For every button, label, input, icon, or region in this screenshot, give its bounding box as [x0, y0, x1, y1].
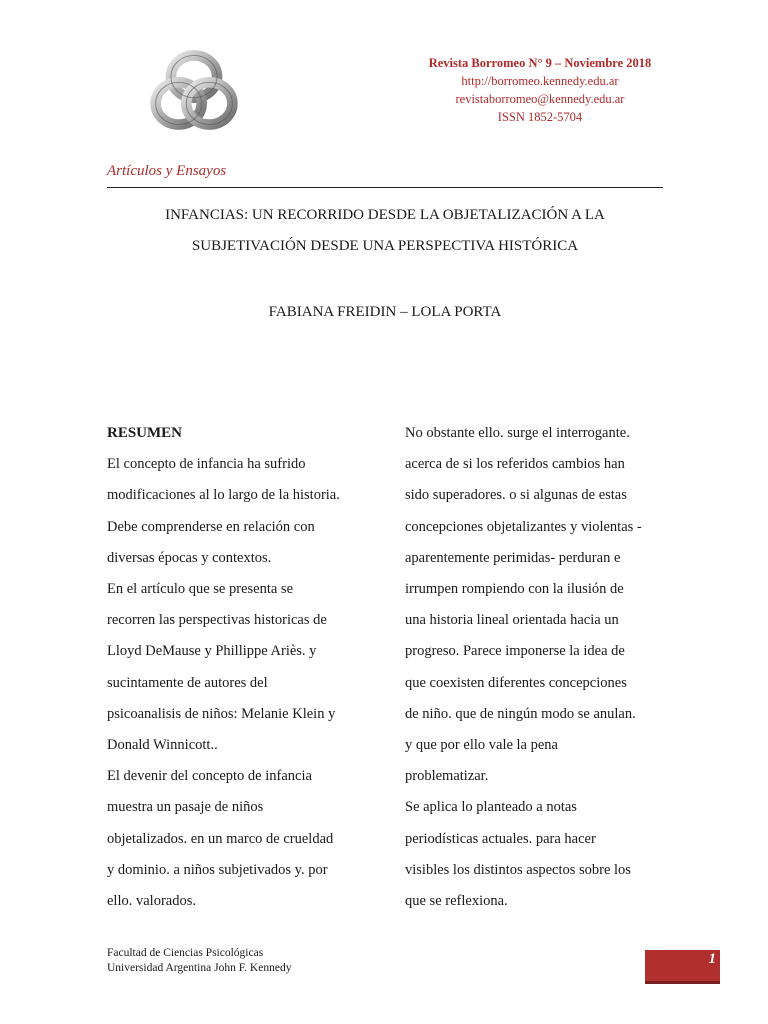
article-title-line-1: INFANCIAS: UN RECORRIDO DESDE LA OBJETALIZACIÓN A LA	[165, 207, 605, 223]
abstract-right-column	[405, 418, 675, 917]
text-line: Debe comprenderse en relación con	[107, 518, 315, 535]
abstract-left-column	[107, 418, 377, 917]
text-line: de niño. que de ningún modo se anulan.	[405, 705, 636, 722]
text-line: En el artículo que se presenta se	[107, 581, 294, 598]
footer-faculty: Facultad de Ciencias Psicológicas	[107, 947, 264, 959]
text-line: problematizar.	[405, 768, 489, 785]
text-line: sido superadores. o si algunas de estas	[405, 487, 627, 504]
text-line: Lloyd DeMause y Phillippe Ariès. y	[107, 643, 317, 660]
text-line: irrumpen rompiendo con la ilusión de	[405, 581, 624, 598]
text-line: visibles los distintos aspectos sobre los	[405, 861, 631, 878]
journal-url-link[interactable]: http://borromeo.kennedy.edu.ar	[461, 74, 619, 88]
text-line: Donald Winnicott..	[107, 737, 218, 754]
article-title	[107, 200, 663, 262]
text-line: y que por ello vale la pena	[405, 737, 558, 754]
text-line: ello. valorados.	[107, 893, 196, 910]
text-line: El devenir del concepto de infancia	[107, 768, 312, 785]
text-line: diversas épocas y contextos.	[107, 549, 272, 566]
text-line: muestra un pasaje de niños	[107, 799, 264, 816]
page-number: 1	[708, 951, 716, 967]
article-title-line-2: SUBJETIVACIÓN DESDE UNA PERSPECTIVA HISTÓRICA	[191, 238, 579, 254]
text-line: sucintamente de autores del	[107, 674, 268, 691]
text-line: modificaciones al lo largo de la historia.	[107, 487, 340, 504]
section-divider	[107, 187, 663, 188]
text-line: que se reflexiona.	[405, 893, 508, 910]
section-title: Artículos y Ensayos	[107, 163, 227, 179]
text-line: psicoanalisis de niños: Melanie Klein y	[107, 705, 336, 722]
text-line: y dominio. a niños subjetivados y. por	[107, 861, 328, 878]
journal-name: Revista Borromeo N° 9 – Noviembre 2018	[428, 56, 652, 70]
journal-email-link[interactable]: revistaborromeo@kennedy.edu.ar	[455, 92, 625, 106]
text-line: periodísticas actuales. para hacer	[405, 830, 596, 847]
borromean-knot-logo-icon	[146, 42, 242, 138]
journal-issn: ISSN 1852-5704	[497, 110, 583, 124]
text-line: El concepto de infancia ha sufrido	[107, 456, 306, 473]
text-line: que coexisten diferentes concepciones	[405, 674, 627, 691]
text-line: progreso. Parece imponerse la idea de	[405, 643, 625, 660]
article-authors: FABIANA FREIDIN – LOLA PORTA	[268, 304, 502, 320]
text-line: objetalizados. en un marco de crueldad	[107, 830, 334, 847]
text-line: No obstante ello. surge el interrogante.	[405, 425, 630, 441]
page-number-box	[645, 950, 720, 984]
abstract-heading: RESUMEN	[107, 425, 183, 441]
text-line: Se aplica lo planteado a notas	[405, 799, 577, 816]
text-line: acerca de si los referidos cambios han	[405, 456, 625, 473]
page-footer	[107, 946, 291, 976]
journal-masthead	[330, 54, 750, 126]
footer-university: Universidad Argentina John F. Kennedy	[107, 962, 292, 974]
text-line: aparentemente perimidas- perduran e	[405, 549, 621, 566]
text-line: una historia lineal orientada hacia un	[405, 612, 619, 629]
text-line: recorren las perspectivas historicas de	[107, 612, 327, 629]
text-line: concepciones objetalizantes y violentas -	[405, 518, 642, 535]
